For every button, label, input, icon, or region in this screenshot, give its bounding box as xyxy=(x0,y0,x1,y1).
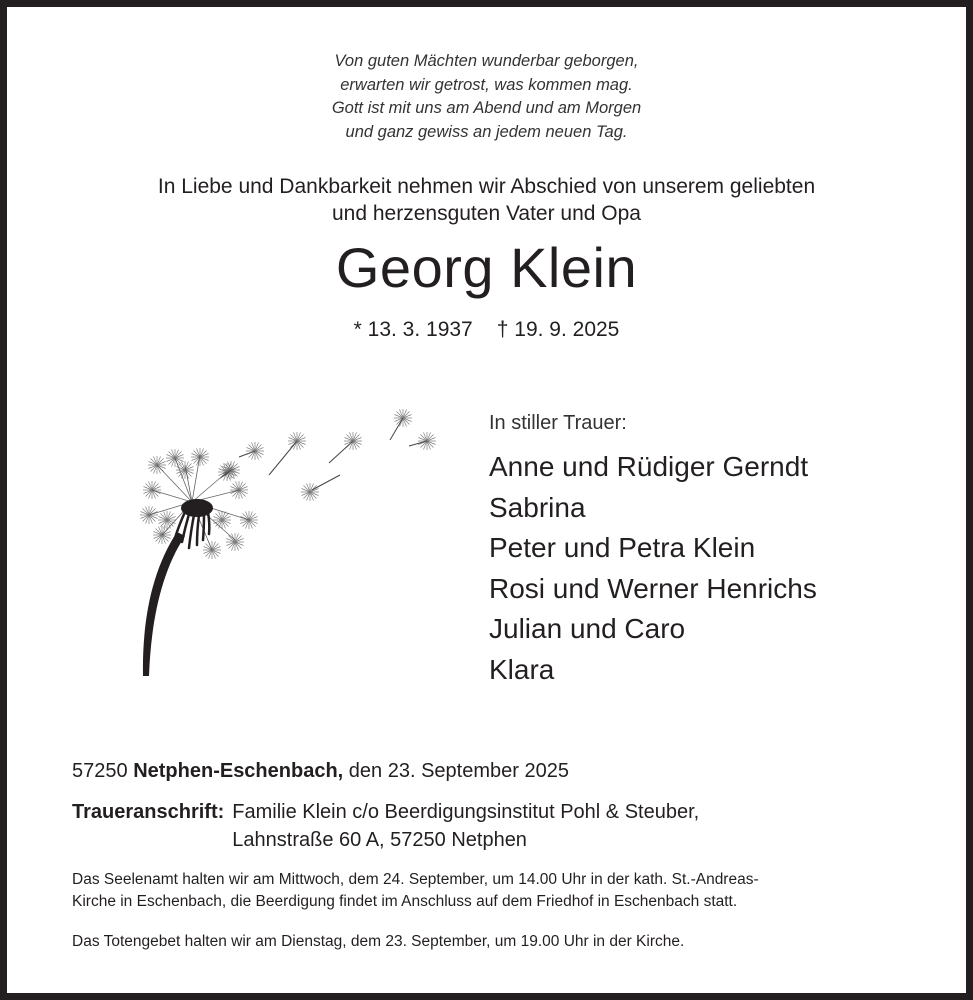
intro-line: In Liebe und Dankbarkeit nehmen wir Abschied von unserem geliebten xyxy=(157,175,816,198)
postcode: 57250 xyxy=(72,760,128,782)
intro-line: und herzensguten Vater und Opa xyxy=(331,202,641,225)
obituary-notice xyxy=(7,7,966,993)
poem-line: und ganz gewiss an jedem neuen Tag. xyxy=(345,122,628,141)
death-date: † 19. 9. 2025 xyxy=(496,318,620,341)
address-line: Lahnstraße 60 A, 57250 Netphen xyxy=(232,829,527,851)
birth-date: * 13. 3. 1937 xyxy=(353,318,473,341)
mourner-name: Sabrina xyxy=(489,491,586,523)
notice-date: den 23. September 2025 xyxy=(348,760,569,782)
intro-text xyxy=(7,173,966,227)
address-line: Familie Klein c/o Beerdigungsinstitut Pohl & Steuber, xyxy=(232,801,700,823)
deceased-name: Georg Klein xyxy=(335,236,638,299)
mourner-name: Julian und Caro xyxy=(489,613,686,645)
mourning-address xyxy=(72,798,699,854)
poem-line: Gott ist mit uns am Abend und am Morgen xyxy=(331,99,642,117)
notice-line: Das Seelenamt halten wir am Mittwoch, dem 24. September, um 14.00 Uhr in der kath. St.-Andreas- xyxy=(72,871,759,888)
dandelion-icon xyxy=(127,400,447,685)
requiem-notice xyxy=(72,869,912,913)
notice-line: Kirche in Eschenbach, die Beerdigung findet im Anschluss auf dem Friedhof in Eschenbach statt. xyxy=(72,893,738,910)
town: Netphen-Eschenbach, xyxy=(133,760,344,782)
address-label: Traueranschrift: xyxy=(72,801,225,823)
poem-line: Von guten Mächten wunderbar geborgen, xyxy=(334,52,639,70)
prayer-notice xyxy=(72,931,912,953)
mourner-name: Klara xyxy=(489,653,555,685)
mourners-list xyxy=(489,409,817,691)
poem-line: erwarten wir getrost, was kommen mag. xyxy=(340,75,633,94)
mourner-name: Rosi und Werner Henrichs xyxy=(489,572,817,604)
mourner-name: Peter und Petra Klein xyxy=(489,532,756,564)
mourners-label: In stiller Trauer: xyxy=(489,412,627,434)
life-dates xyxy=(7,316,966,344)
mourner-name: Anne und Rüdiger Gerndt xyxy=(489,451,809,482)
poem-verse xyxy=(7,50,966,144)
notice-line: Das Totengebet halten wir am Dienstag, dem 23. September, um 19.00 Uhr in der Kirche. xyxy=(72,933,685,950)
place-and-date xyxy=(72,757,569,785)
